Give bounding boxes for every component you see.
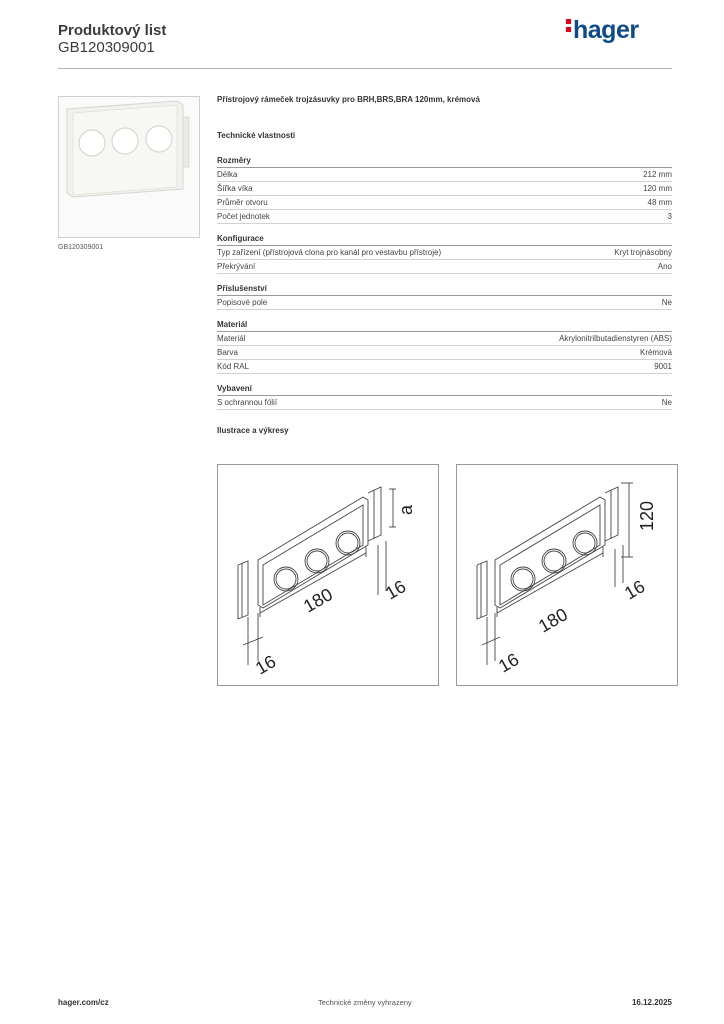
spec-row [217, 332, 672, 346]
product-image [58, 96, 200, 238]
spec-label: S ochrannou fólií [217, 398, 278, 407]
spec-label: Šířka víka [217, 184, 253, 193]
drawing-frame-icon [457, 465, 677, 685]
section-title: Rozměry [217, 155, 672, 168]
image-caption: GB120309001 [58, 244, 104, 251]
spec-section [217, 319, 672, 374]
spec-row [217, 168, 672, 182]
header-divider [58, 68, 672, 69]
spec-value: Ne [661, 298, 672, 307]
spec-row [217, 396, 672, 410]
spec-value: 3 [667, 212, 672, 221]
spec-label: Materiál [217, 334, 246, 343]
spec-row [217, 196, 672, 210]
technical-drawing-2 [456, 464, 678, 686]
illustrations-heading: Ilustrace a výkresy [217, 426, 289, 435]
page-title: Produktový list [58, 22, 167, 39]
spec-row [217, 260, 672, 274]
spec-value: 9001 [654, 362, 672, 371]
spec-section [217, 155, 672, 224]
spec-row [217, 296, 672, 310]
spec-content [217, 95, 672, 436]
dim-side-label: 16 [621, 576, 649, 604]
footer-notice: Technické změny vyhrazeny [318, 998, 412, 1007]
dim-height-label: 120 [637, 500, 657, 531]
spec-value: Akrylonitrilbutadienstyren (ABS) [559, 334, 672, 343]
section-title: Materiál [217, 319, 672, 332]
spec-label: Počet jednotek [217, 212, 270, 221]
logo-dots-icon [566, 16, 571, 35]
technical-heading: Technické vlastnosti [217, 131, 296, 140]
product-frame-icon [59, 97, 199, 237]
spec-label: Délka [217, 170, 238, 179]
dim-width-label: 180 [535, 604, 572, 637]
spec-label: Kód RAL [217, 362, 250, 371]
footer-website: hager.com/cz [58, 998, 109, 1007]
spec-label: Překrývání [217, 262, 256, 271]
section-title: Vybavení [217, 383, 672, 396]
spec-section [217, 233, 672, 274]
spec-label: Průměr otvoru [217, 198, 268, 207]
spec-sections [217, 155, 672, 410]
spec-label: Popisové pole [217, 298, 268, 307]
dim-height-label: a [396, 504, 416, 515]
section-title: Příslušenství [217, 283, 672, 296]
spec-value: Kryt trojnásobný [614, 248, 672, 257]
spec-row [217, 360, 672, 374]
spec-section [217, 283, 672, 310]
spec-value: 48 mm [647, 198, 672, 207]
dim-width-label: 180 [300, 584, 337, 617]
logo-text: hager [573, 16, 639, 44]
hager-logo [566, 16, 639, 45]
drawing-frame-icon [218, 465, 438, 685]
spec-row [217, 210, 672, 224]
spec-value: Ano [657, 262, 672, 271]
footer-date: 16.12.2025 [631, 998, 672, 1007]
technical-drawing-1 [217, 464, 439, 686]
spec-row [217, 246, 672, 260]
spec-row [217, 346, 672, 360]
spec-row [217, 182, 672, 196]
spec-value: Ne [661, 398, 672, 407]
product-code: GB120309001 [58, 39, 155, 56]
spec-label: Barva [217, 348, 238, 357]
spec-value: 120 mm [643, 184, 672, 193]
spec-section [217, 383, 672, 410]
spec-value: 212 mm [643, 170, 672, 179]
spec-label: Typ zařízení (přístrojová clona pro kanál pro vestavbu přístroje) [217, 248, 442, 257]
dim-side2-label: 16 [252, 651, 280, 679]
dim-side2-label: 16 [495, 649, 523, 677]
dim-side-label: 16 [382, 576, 410, 604]
product-description: Přístrojový rámeček trojzásuvky pro BRH,BRS,BRA 120mm, krémová [217, 95, 480, 104]
spec-value: Krémová [639, 348, 672, 357]
section-title: Konfigurace [217, 233, 672, 246]
